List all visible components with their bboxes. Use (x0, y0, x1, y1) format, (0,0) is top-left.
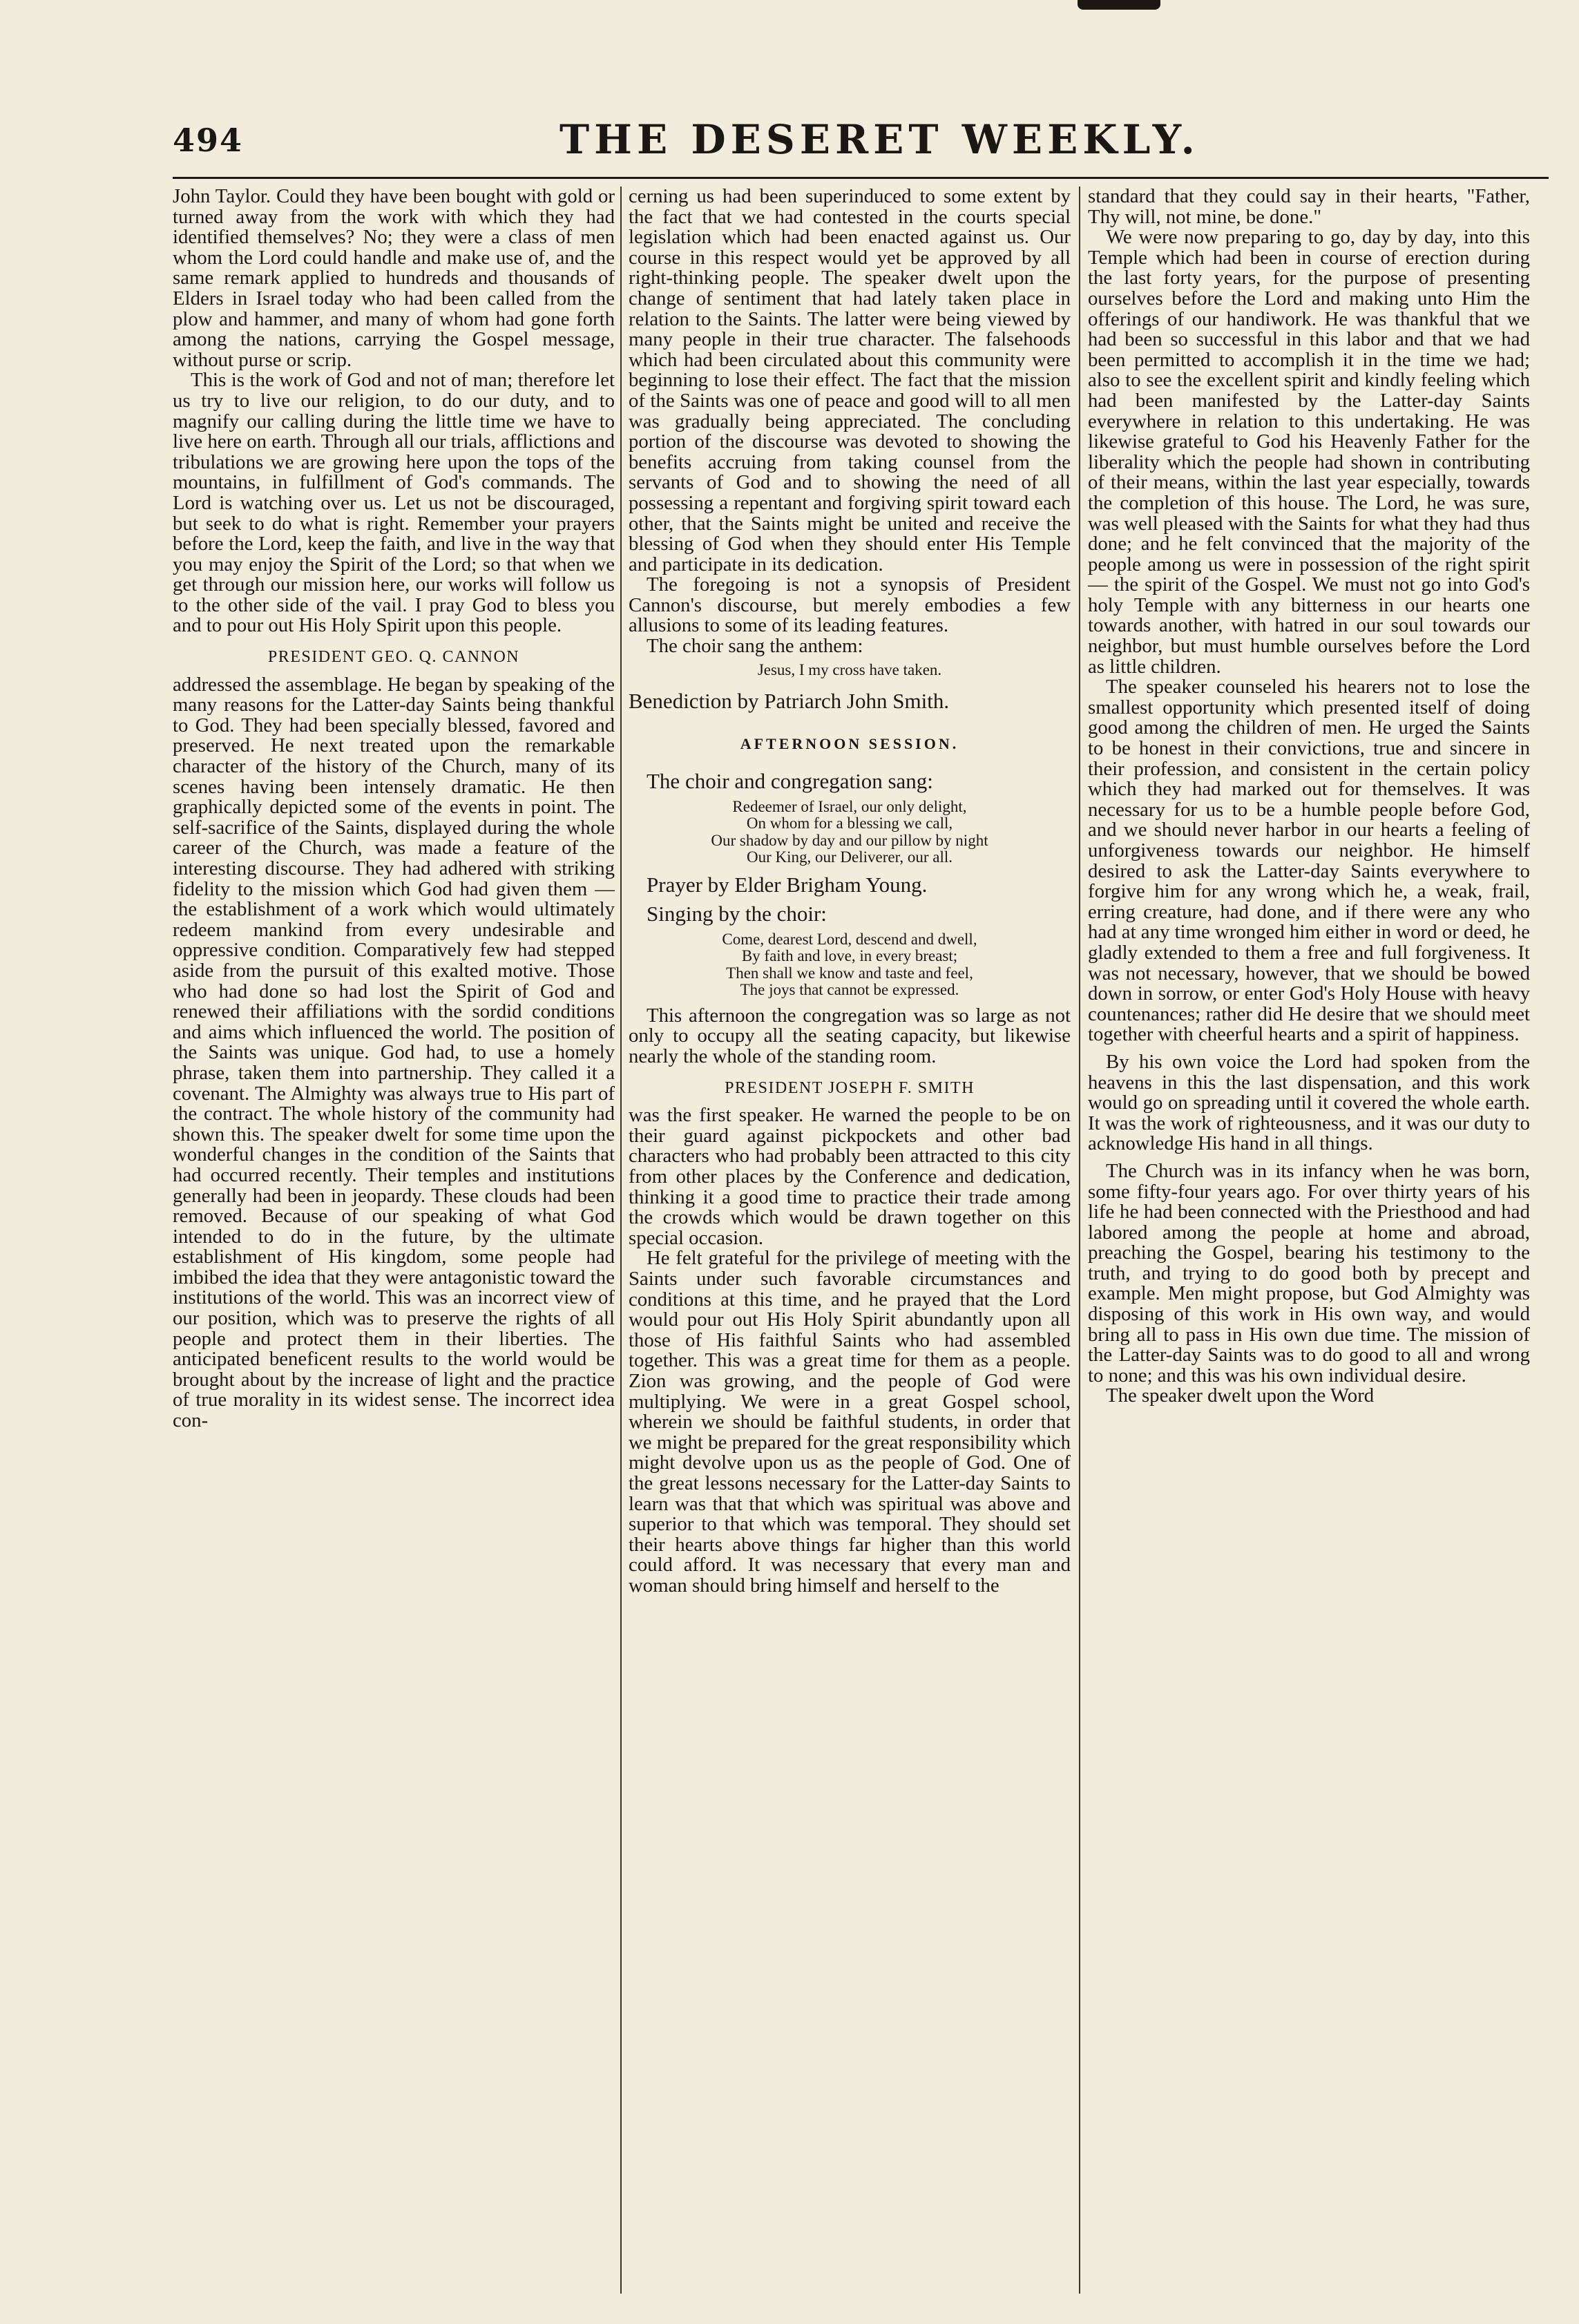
paragraph: The foregoing is not a synopsis of President Cannon's discourse, but merely embodies a few allusions to some of its leading features. (629, 573, 1071, 637)
section-heading: AFTERNOON SESSION. (740, 735, 959, 753)
paragraph: This is the work of God and not of man; therefore let us try to live our religion, to do our duty, and to magnify our calling during the little time we have to live here on earth. Through all our trials, afflictions and tribulations we are growing here upon the tops of the mountains, in fulfillment of God's commands. The Lord is watching over us. Let us not be discouraged, but seek to do what is right. Remember your prayers before the Lord, keep the faith, and live in the way that you may enjoy the Spirit of the Lord; so that when we get through our mission here, our works will follow us to the other side of the vail. I pray God to bless you and to pour out His Holy Spirit upon this people. (173, 369, 615, 637)
column-3 (1088, 187, 1530, 2294)
column-divider (620, 187, 622, 2294)
paragraph: The speaker dwelt upon the Word (1106, 1384, 1375, 1407)
section-heading: PRESIDENT GEO. Q. CANNON (267, 648, 520, 667)
paragraph: We were now preparing to go, day by day, into this Temple which had been in course of erection during the last forty years, for the purpose of presenting ourselves before the Lord and making unto Him the offerings of our handiwork. He was thankful that we had been so successful in this labor and that we had been permitted to accomplish it in the time we had; also to see the excellent spirit and kindly feeling which had been manifested by the Latter-day Saints everywhere in relation to this undertaking. He was likewise grateful to God his Heavenly Father for the liberality which the people had shown in contributing of their means, within the last year especially, towards the completion of this house. The Lord, he was sure, was well pleased with the Saints for what they had thus done; and he felt convinced that the majority of the people among us were in possession of the right spirit— the spirit of the Gospel. We must not go into God's holy Temple with any bitterness in our hearts one towards another, with hatred in our soul towards our neighbor, but must humble ourselves before the Lord as little children. (1088, 226, 1530, 678)
masthead: THE DESERET WEEKLY. (559, 116, 1200, 163)
hymn-verse (629, 799, 1071, 866)
paragraph: was the first speaker. He warned the people to be on their guard against pickpockets and other bad characters who had probably been attracted to this city from other places by the Conference and dedication, thinking it a good time to practice their trade among the crowds which would be drawn together on this special occasion. (629, 1104, 1071, 1249)
hymn-line: The joys that cannot be expressed. (740, 981, 959, 999)
hymn-line: Then shall we know and taste and feel, (726, 964, 973, 982)
paragraph: cerning us had been superinduced to some extent by the fact that we had contested in the courts special legislation which had been enacted against us. Our course in this respect would yet be approved by all right-thinking people. The speaker dwelt upon the change of sentiment that had lately taken place in relation to the Saints. The latter were being viewed by many people in their true character. The falsehoods which had been circulated about this community were beginning to lose their effect. The fact that the mission of the Saints was one of peace and good will to all men was gradually being appreciated. The concluding portion of the discourse was devoted to showing the benefits accruing from taking counsel from the servants of God and to showing the need of all possessing a repentant and forgiving spirit toward each other, that the Saints might be united and receive the blessing of God when they should enter His Temple and participate in its dedication. (629, 187, 1071, 575)
paragraph: This afternoon the congregation was so large as not only to occupy all the seating capacity, but likewise nearly the whole of the standing room. (629, 1004, 1071, 1068)
ink-smudge (1078, 0, 1160, 10)
column-divider (1079, 187, 1080, 2294)
column-2 (629, 187, 1071, 2294)
hymn-verse (629, 931, 1071, 999)
paragraph: The choir sang the anthem: (647, 635, 863, 658)
singing-line: Singing by the choir: (647, 901, 827, 926)
paragraph: He felt grateful for the privilege of meeting with the Saints under such favorable circumstances and conditions at this time, and he prayed that the Lord would pour out His Holy Spirit abundantly upon all those of His faithful Saints who had assembled together. This was a great time for them as a people. Zion was growing, and the people of God were multiplying. We were in a great Gospel school, wherein we should be faithful students, in order that we might be prepared for the great responsibility which might devolve upon us as the people of God. One of the great lessons necessary for the Latter-day Saints to learn was that that which was spiritual was above and superior to that which was temporal. They should set their hearts above things far higher than this world could afford. It was necessary that every man and woman should bring himself and herself to the (629, 1247, 1071, 1597)
hymn-line: Our King, our Deliverer, our all. (747, 848, 953, 866)
hymn-line: By faith and love, in every breast; (741, 947, 958, 965)
paragraph: standard that they could say in their hearts, "Father, Thy will, not mine, be done." (1088, 187, 1530, 228)
header-rule (173, 177, 1549, 179)
section-heading: PRESIDENT JOSEPH F. SMITH (725, 1078, 975, 1097)
hymn-line: Redeemer of Israel, our only delight, (732, 797, 967, 815)
page-header (173, 116, 1513, 171)
hymn-line: Our shadow by day and our pillow by night (711, 831, 988, 849)
column-1 (173, 187, 615, 2294)
hymn-line: On whom for a blessing we call, (746, 815, 953, 832)
hymn-line: Come, dearest Lord, descend and dwell, (722, 930, 977, 948)
anthem-line: Jesus, I my cross have taken. (757, 660, 942, 678)
paragraph: The Church was in its infancy when he was born, some fifty-four years ago. For over thirty years of his life he had been connected with the Priesthood and had labored among the people at home and abroad, preaching the Gospel, bearing his testimony to the truth, and trying to do good both by precept and example. Men might propose, but God Almighty was disposing of this work in His own way, and would bring all to pass in His own due time. The mission of the Latter-day Saints was to do good to all and wrong to none; and this was his own individual desire. (1088, 1159, 1530, 1387)
page-number: 494 (173, 122, 244, 159)
paragraph: The choir and congregation sang: (647, 768, 933, 793)
paragraph: The speaker counseled his hearers not to lose the smallest opportunity which presented itself of doing good among the children of men. He urged the Saints to be honest in their convictions, true and sincere in their profession, and consistent in the certain policy which they had marked out for themselves. It was necessary for us to be a humble people before God, and we should never harbor in our hearts a feeling of unforgiveness towards our neighbor. He himself desired to ask the Latter-day Saints everywhere to forgive him for any wrong which he, a weak, frail, erring creature, had done, and if there were any who had at any time wronged him either in word or deed, he gladly extended to them a free and full forgiveness. It was not necessary, however, that we should be bowed down in sorrow, or enter God's Holy House with heavy countenances; rather did He desire that we should meet together with cheerful hearts and a spirit of happiness. (1088, 676, 1530, 1046)
paragraph: John Taylor. Could they have been bought with gold or turned away from the work with which they had identified themselves? No; they were a class of men whom the Lord could handle and make use of, and the same remark applied to hundreds and thousands of Elders in Israel today who had been called from the plow and hammer, and many of whom had gone forth among the nations, carrying the Gospel message, without purse or scrip. (173, 187, 615, 371)
benediction: Benediction by Patriarch John Smith. (629, 689, 950, 714)
prayer-line: Prayer by Elder Brigham Young. (647, 872, 928, 897)
paragraph: By his own voice the Lord had spoken from the heavens in this the last dispensation, and this work would go on spreading until it covered the whole earth. It was the work of righteousness, and it was our duty to acknowledge His hand in all things. (1088, 1050, 1530, 1155)
paragraph: addressed the assemblage. He began by speaking of the many reasons for the Latter-day Saints being thankful to God. They had been specially blessed, favored and preserved. He next treated upon the remarkable character of the history of the Church, many of its scenes having been intensely dramatic. He then graphically depicted some of the events in point. The self-sacrifice of the Saints, displayed during the whole career of the Church, was made a feature of the interesting discourse. They had adhered with striking fidelity to the mission which God had given them — the establishment of a work which would ultimately redeem mankind from every undesirable and oppressive condition. Comparatively few had stepped aside from the pursuit of this exalted motive. Those who had done so had lost the Spirit of God and renewed their affiliations with the sordid conditions and aims which influenced the world. The position of the Saints was unique. God had, to use a homely phrase, taken them into partnership. They called it a covenant. The Almighty was always true to His part of the contract. The whole history of the community had shown this. The speaker dwelt for some time upon the wonderful changes in the condition of the Saints that had occurred recently. Their temples and institutions generally had been in jeopardy. These clouds had been removed. Because of our speaking of what God intended to do in the future, by the ultimate establishment of His kingdom, some people had imbibed the idea that they were antagonistic toward the institutions of the world. This was an incorrect view of our position, which was to preserve the rights of all people and protect them in their liberties. The anticipated beneficent results to the world would be brought about by the increase of light and the practice of true morality in its widest sense. The incorrect idea con- (173, 673, 615, 1432)
